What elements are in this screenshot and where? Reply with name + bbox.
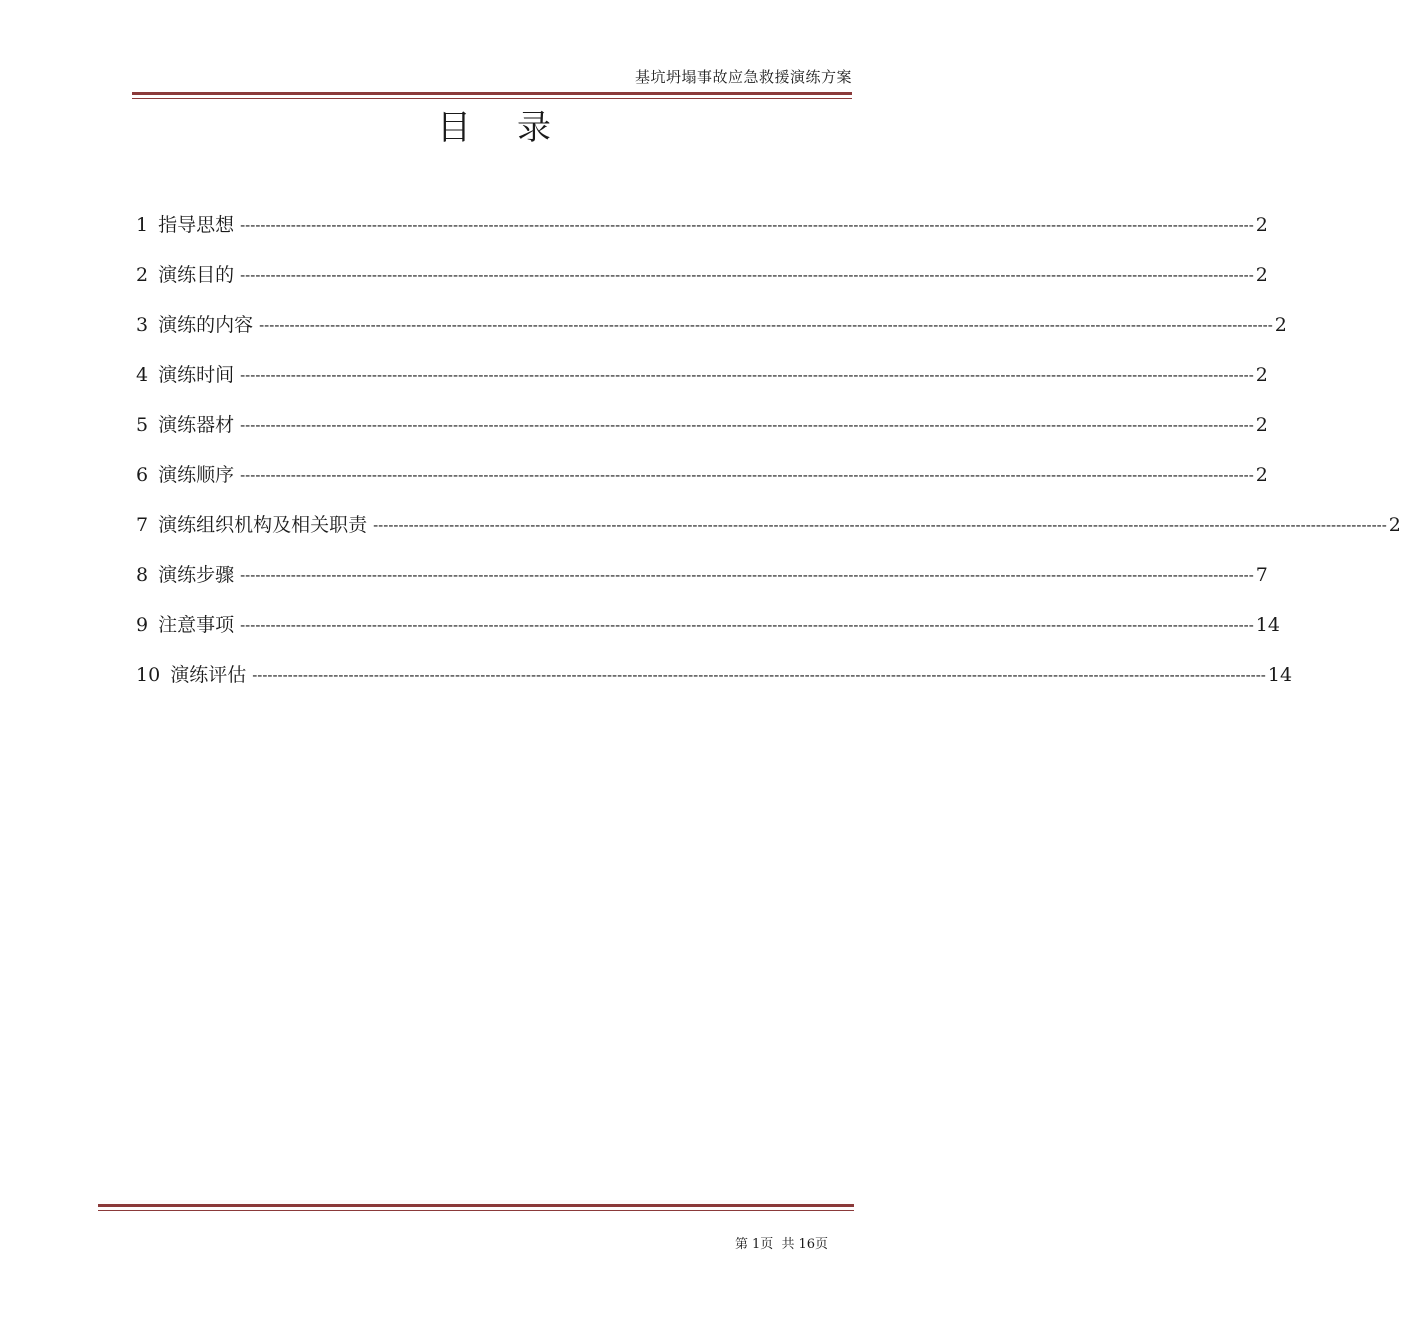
toc-entry-page: 14	[1255, 614, 1280, 636]
toc-title-left: 目	[437, 108, 473, 148]
toc-entry-number: 1	[136, 214, 149, 236]
toc-entry[interactable]	[136, 540, 1268, 590]
toc-entry-label: 演练顺序	[158, 464, 235, 486]
toc-entry-number: 4	[136, 364, 149, 386]
toc-entry-page: 2	[1274, 314, 1287, 336]
header-rule-thin	[132, 98, 852, 99]
footer-page-num: 1页	[752, 1237, 774, 1252]
toc-entry-label: 演练评估	[170, 664, 247, 686]
toc-entry-number: 2	[136, 264, 149, 286]
toc-entry-number: 6	[136, 464, 149, 486]
toc-entry-number: 5	[136, 414, 149, 436]
toc-entry-number: 7	[136, 514, 149, 536]
toc-entry-label: 演练目的	[158, 264, 235, 286]
toc-leader: --------------------------------------------------------------------------------------------------------------------------------------------------------------------------------------------------------	[240, 216, 1254, 234]
toc-leader: --------------------------------------------------------------------------------------------------------------------------------------------------------------------------------------------------------	[240, 616, 1254, 634]
page-footer	[735, 1233, 832, 1252]
toc-entry-label: 指导思想	[158, 214, 235, 236]
toc-entry[interactable]	[136, 190, 1268, 240]
toc-entry-number: 9	[136, 614, 149, 636]
toc-entry[interactable]	[136, 390, 1268, 440]
toc-leader: --------------------------------------------------------------------------------------------------------------------------------------------------------------------------------------------------------	[259, 316, 1273, 334]
footer-total-label: 共	[781, 1237, 795, 1252]
toc-entry-page: 2	[1255, 414, 1268, 436]
toc-entry[interactable]	[136, 240, 1268, 290]
footer-rule-thin	[98, 1210, 854, 1211]
toc-entry-page: 14	[1267, 664, 1293, 686]
footer-total-num: 16页	[798, 1237, 828, 1252]
header-rule	[132, 92, 852, 95]
footer-page-label: 第	[735, 1237, 749, 1252]
toc-entry[interactable]	[136, 290, 1287, 340]
toc-leader: --------------------------------------------------------------------------------------------------------------------------------------------------------------------------------------------------------	[240, 466, 1254, 484]
toc-entry[interactable]	[136, 590, 1280, 640]
toc-entry-number: 10	[136, 664, 161, 686]
toc-entry-page: 2	[1255, 264, 1268, 286]
toc-entry-page: 2	[1255, 364, 1268, 386]
toc-leader: --------------------------------------------------------------------------------------------------------------------------------------------------------------------------------------------------------	[240, 416, 1254, 434]
toc-entry[interactable]	[136, 440, 1268, 490]
toc-entry-number: 3	[136, 314, 149, 336]
toc-entry-label: 演练器材	[158, 414, 235, 436]
toc-entry[interactable]	[136, 490, 1401, 540]
running-header	[635, 66, 852, 87]
toc-entry-page: 2	[1255, 214, 1268, 236]
header-title: 基坑坍塌事故应急救援演练方案	[634, 68, 852, 86]
toc-entry-label: 演练组织机构及相关职责	[158, 514, 368, 536]
toc-entry-page: 2	[1255, 464, 1268, 486]
toc-leader: --------------------------------------------------------------------------------------------------------------------------------------------------------------------------------------------------------	[240, 366, 1254, 384]
toc-title	[0, 100, 990, 149]
toc-leader: --------------------------------------------------------------------------------------------------------------------------------------------------------------------------------------------------------	[252, 666, 1266, 684]
toc-entry-number: 8	[136, 564, 149, 586]
toc-list	[136, 190, 1401, 690]
toc-leader: --------------------------------------------------------------------------------------------------------------------------------------------------------------------------------------------------------	[373, 516, 1387, 534]
toc-entry-label: 演练的内容	[158, 314, 254, 336]
toc-title-right: 录	[517, 108, 553, 148]
toc-entry-page: 7	[1255, 564, 1268, 586]
toc-leader: --------------------------------------------------------------------------------------------------------------------------------------------------------------------------------------------------------	[240, 566, 1254, 584]
toc-leader: --------------------------------------------------------------------------------------------------------------------------------------------------------------------------------------------------------	[240, 266, 1254, 284]
toc-entry-label: 注意事项	[158, 614, 235, 636]
toc-entry[interactable]	[136, 340, 1268, 390]
footer-rule	[98, 1204, 854, 1207]
toc-entry[interactable]	[136, 640, 1293, 690]
toc-entry-label: 演练步骤	[158, 564, 235, 586]
toc-entry-page: 2	[1388, 514, 1401, 536]
toc-entry-label: 演练时间	[158, 364, 235, 386]
